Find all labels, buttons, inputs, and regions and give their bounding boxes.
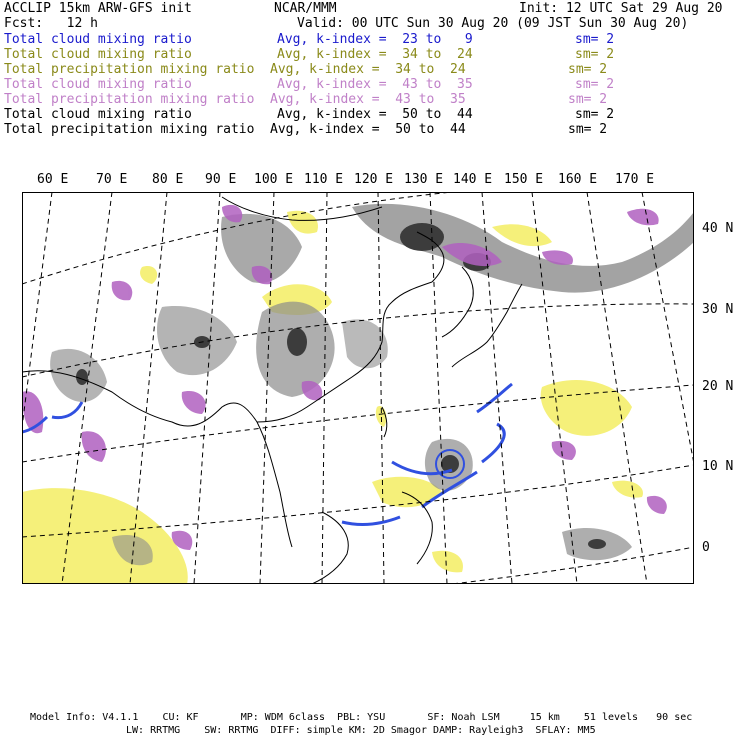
legend-name: Total precipitation mixing ratio [4, 62, 255, 77]
lon-label: 90 E [205, 172, 237, 187]
lat-label: 10 N [702, 459, 734, 474]
legend-name: Total precipitation mixing ratio [4, 92, 255, 107]
lat-label: 40 N [702, 221, 734, 236]
legend-range: Avg, k-index = 50 to 44 [277, 107, 473, 122]
forecast-hour: Fcst: 12 h [4, 16, 98, 31]
legend-range: Avg, k-index = 50 to 44 [270, 122, 466, 137]
legend-range: Avg, k-index = 23 to 9 [277, 32, 473, 47]
init-time: Init: 12 UTC Sat 29 Aug 20 [519, 1, 723, 16]
lon-label: 140 E [453, 172, 493, 187]
legend-name: Total cloud mixing ratio [4, 47, 192, 62]
legend-smoothing: sm= 2 [568, 62, 608, 77]
forecast-map [22, 192, 694, 584]
lon-label: 110 E [304, 172, 344, 187]
lon-label: 120 E [354, 172, 394, 187]
legend-smoothing: sm= 2 [575, 32, 615, 47]
lon-label: 170 E [615, 172, 655, 187]
model-info-line2: LW: RRTMG SW: RRTMG DIFF: simple KM: 2D Smagor DAMP: Rayleigh3 SFLAY: MM5 [126, 725, 596, 736]
valid-time: Valid: 00 UTC Sun 30 Aug 20 (09 JST Sun 30 Aug 20) [297, 16, 689, 31]
lat-label: 20 N [702, 379, 734, 394]
lon-label: 130 E [404, 172, 444, 187]
legend-range: Avg, k-index = 34 to 24 [277, 47, 473, 62]
model-title: ACCLIP 15km ARW-GFS init [4, 1, 192, 16]
lon-label: 160 E [558, 172, 598, 187]
legend-smoothing: sm= 2 [575, 47, 615, 62]
legend-smoothing: sm= 2 [575, 77, 615, 92]
legend-range: Avg, k-index = 43 to 35 [277, 77, 473, 92]
model-info-line1: Model Info: V4.1.1 CU: KF MP: WDM 6class PBL: YSU SF: Noah LSM 15 km 51 levels 90 sec [30, 712, 693, 723]
legend-name: Total cloud mixing ratio [4, 32, 192, 47]
lon-label: 70 E [96, 172, 128, 187]
lat-label: 30 N [702, 302, 734, 317]
legend-smoothing: sm= 2 [568, 122, 608, 137]
legend-name: Total precipitation mixing ratio [4, 122, 255, 137]
organization: NCAR/MMM [274, 1, 337, 16]
lat-label: 0 [702, 540, 710, 555]
legend-range: Avg, k-index = 34 to 24 [270, 62, 466, 77]
legend-name: Total cloud mixing ratio [4, 107, 192, 122]
lon-label: 80 E [152, 172, 184, 187]
legend-smoothing: sm= 2 [568, 92, 608, 107]
lon-label: 100 E [254, 172, 294, 187]
legend-range: Avg, k-index = 43 to 35 [270, 92, 466, 107]
lon-label: 60 E [37, 172, 69, 187]
legend-name: Total cloud mixing ratio [4, 77, 192, 92]
legend-smoothing: sm= 2 [575, 107, 615, 122]
lon-label: 150 E [504, 172, 544, 187]
